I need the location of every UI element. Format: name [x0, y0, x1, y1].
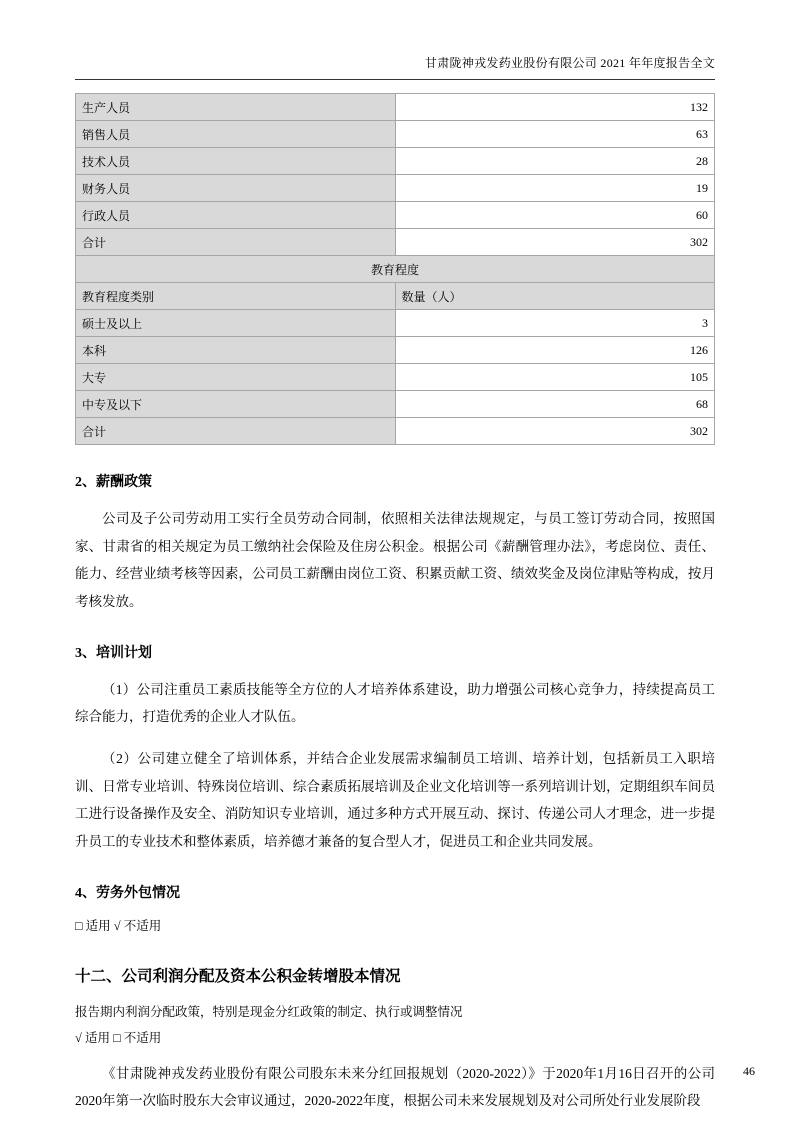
outsourcing-applicability-line: □ 适用 √ 不适用 [75, 918, 162, 933]
table-row [76, 175, 715, 202]
table-row [76, 364, 715, 391]
training-paragraph-1: （1）公司注重员工素质技能等全方位的人才培养体系建设，助力增强公司核心竞争力，持续提高员工综合能力，打造优秀的企业人才队伍。 [75, 681, 715, 725]
row-label-cell: 中专及以下 [76, 391, 396, 418]
row-label-cell: 行政人员 [76, 202, 396, 229]
profit-distribution-intro: 报告期内利润分配政策，特别是现金分红政策的制定、执行或调整情况 [75, 1004, 463, 1019]
row-label-cell: 财务人员 [76, 175, 396, 202]
row-label-cell: 硕士及以上 [76, 310, 396, 337]
row-label-cell: 大专 [76, 364, 396, 391]
table-row [76, 148, 715, 175]
row-value-cell: 28 [395, 148, 715, 175]
profit-distribution-paragraph: 《甘肃陇神戎发药业股份有限公司股东未来分红回报规划（2020-2022）》于2020年1月16日召开的公司2020年第一次临时股东大会审议通过，2020-2022年度，根据公司未来发展规划及对公司所处行业发展阶段 [75, 1065, 715, 1109]
table-row [76, 391, 715, 418]
row-label-cell: 销售人员 [76, 121, 396, 148]
row-label-cell: 技术人员 [76, 148, 396, 175]
row-value-cell: 63 [395, 121, 715, 148]
education-category-header: 教育程度类别 [76, 283, 396, 310]
row-label-cell: 合计 [76, 418, 396, 445]
page-number: 46 [743, 1064, 755, 1078]
education-count-header: 数量（人） [395, 283, 715, 310]
personnel-education-table [75, 93, 715, 445]
row-value-cell: 302 [395, 229, 715, 256]
education-section-header: 教育程度 [76, 256, 715, 283]
row-value-cell: 3 [395, 310, 715, 337]
row-value-cell: 60 [395, 202, 715, 229]
row-value-cell: 105 [395, 364, 715, 391]
section-heading-training-plan: 3、培训计划 [75, 645, 152, 661]
table-row [76, 94, 715, 121]
table-row-total [76, 229, 715, 256]
row-label-cell: 合计 [76, 229, 396, 256]
section-heading-salary-policy: 2、薪酬政策 [75, 475, 152, 490]
table-row [76, 121, 715, 148]
profit-distribution-applicability-line: √ 适用 □ 不适用 [75, 1030, 162, 1045]
training-paragraph-2: （2）公司建立健全了培训体系，并结合企业发展需求编制员工培训、培养计划，包括新员工入职培训、日常专业培训、特殊岗位培训、综合素质拓展培训及企业文化培训等一系列培训计划，定期组织车间员工进行设备操作及安全、消防知识专业培训，通过多种方式开展互动、探讨、传递公司人才理念，进一步提升员工的专业技术和整体素质，培养德才兼备的复合型人才，促进员工和企业共同发展。 [75, 751, 715, 850]
table-row [76, 310, 715, 337]
table-row [76, 202, 715, 229]
row-value-cell: 68 [395, 391, 715, 418]
table-row [76, 337, 715, 364]
salary-policy-paragraph: 公司及子公司劳动用工实行全员劳动合同制，依照相关法律法规规定，与员工签订劳动合同，按照国家、甘肃省的相关规定为员工缴纳社会保险及住房公积金。根据公司《薪酬管理办法》，考虑岗位、责任、能力、经营业绩考核等因素，公司员工薪酬由岗位工资、积累贡献工资、绩效奖金及岗位津贴等构成，按月考核发放。 [75, 511, 715, 610]
section-heading-profit-distribution: 十二、公司利润分配及资本公积金转增股本情况 [75, 967, 401, 985]
row-value-cell: 19 [395, 175, 715, 202]
page-header [75, 0, 715, 80]
table-row-total [76, 418, 715, 445]
table-column-header-row [76, 283, 715, 310]
row-value-cell: 132 [395, 94, 715, 121]
row-value-cell: 302 [395, 418, 715, 445]
row-label-cell: 本科 [76, 337, 396, 364]
table-section-header-row [76, 256, 715, 283]
row-label-cell: 生产人员 [76, 94, 396, 121]
row-value-cell: 126 [395, 337, 715, 364]
report-header-title: 甘肃陇神戎发药业股份有限公司 2021 年年度报告全文 [424, 56, 715, 70]
section-heading-labor-outsourcing: 4、劳务外包情况 [75, 885, 180, 901]
